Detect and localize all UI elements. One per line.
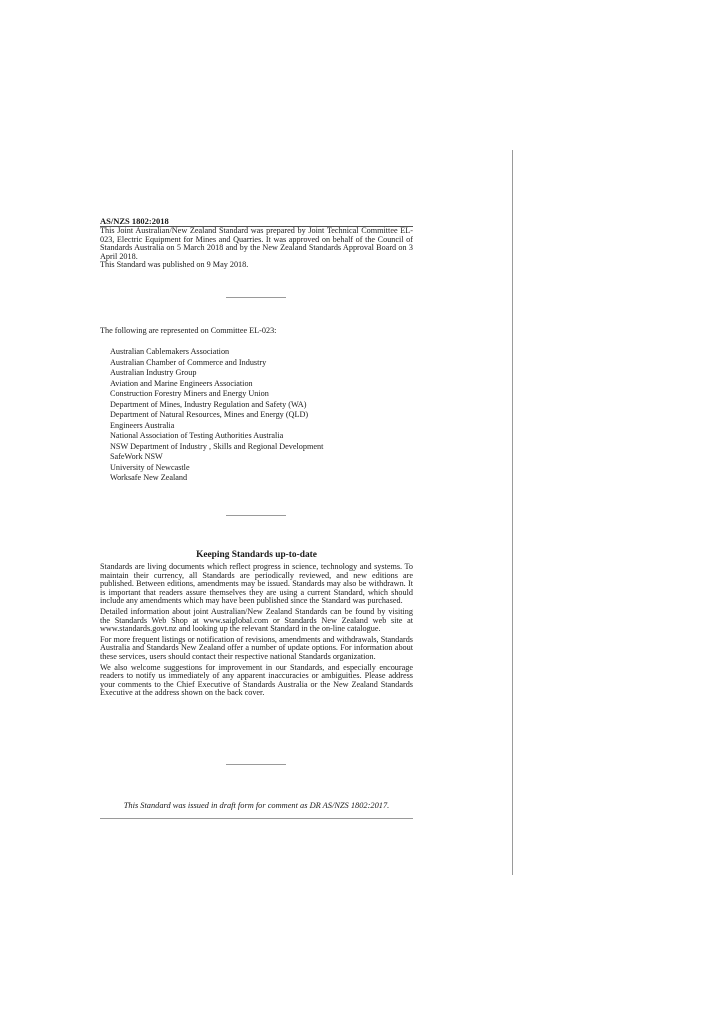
standard-code: AS/NZS 1802:2018: [100, 216, 169, 226]
section-separator: [226, 764, 286, 765]
list-item: Construction Forestry Miners and Energy Union: [110, 389, 269, 398]
list-item: Engineers Australia: [110, 420, 175, 430]
list-item: Australian Industry Group: [110, 368, 197, 377]
section-title: Keeping Standards up-to-date: [196, 550, 317, 560]
page-margin-line: [512, 150, 513, 875]
list-item: National Association of Testing Authorities Australia: [110, 431, 284, 440]
list-item: University of Newcastle: [110, 462, 190, 472]
intro-block: [100, 227, 413, 270]
keeping-block: [100, 563, 413, 700]
keeping-paragraph: For more frequent listings or notification of revisions, amendments and withdrawals, Standards Australia and Standards New Zealand offer a number of update options. For information about these services, users should contact their respective national Standards organization.: [100, 634, 413, 661]
intro-paragraph: This Standard was published on 9 May 2018.: [100, 260, 249, 270]
keeping-paragraph: Standards are living documents which reflect progress in science, technology and systems. To maintain their currency, all Standards are periodically reviewed, and new editions are published. Between editions, amendments may be issued. Standards may also be withdrawn. It is important that readers assure themselves they are using a current Standard, which should include any amendments which may have been published since the Standard was purchased.: [100, 562, 413, 606]
committee-lead: The following are represented on Committee EL-023:: [100, 326, 277, 335]
list-item: Department of Mines, Industry Regulation and Safety (WA): [110, 399, 307, 409]
section-separator: [226, 297, 286, 298]
draft-note: This Standard was issued in draft form for comment as DR AS/NZS 1802:2017.: [123, 801, 390, 810]
list-item: NSW Department of Industry , Skills and Regional Development: [110, 441, 324, 451]
list-item: Australian Chamber of Commerce and Industry: [110, 357, 267, 367]
footer-rule: [100, 818, 413, 819]
keeping-paragraph: We also welcome suggestions for improvement in our Standards, and especially encourage readers to notify us immediately of any apparent inaccuracies or ambiguities. Please address your comments to the Chief Executive of Standards Australia or the New Zealand Standards Executive at the address shown on the back cover.: [100, 662, 413, 698]
keeping-paragraph: Detailed information about joint Australian/New Zealand Standards can be found by visiting the Standards Web Shop at www.saiglobal.com or Standards New Zealand web site at www.standards.govt.nz and looking up the relevant Standard in the on-line catalogue.: [100, 606, 413, 634]
list-item: Australian Cablemakers Association: [110, 347, 230, 356]
list-item: Worksafe New Zealand: [110, 473, 188, 482]
list-item: Aviation and Marine Engineers Association: [110, 378, 253, 388]
intro-paragraph: This Joint Australian/New Zealand Standard was prepared by Joint Technical Committee EL-023, Electric Equipment for Mines and Quarries. It was approved on behalf of the Council of Standards Australia on 5 March 2018 and by the New Zealand Standards Approval Board on 3 April 2018.: [100, 226, 413, 261]
committee-members-list: [110, 347, 323, 484]
section-separator: [226, 515, 286, 516]
list-item: SafeWork NSW: [110, 452, 163, 461]
list-item: Department of Natural Resources, Mines and Energy (QLD): [110, 410, 309, 419]
